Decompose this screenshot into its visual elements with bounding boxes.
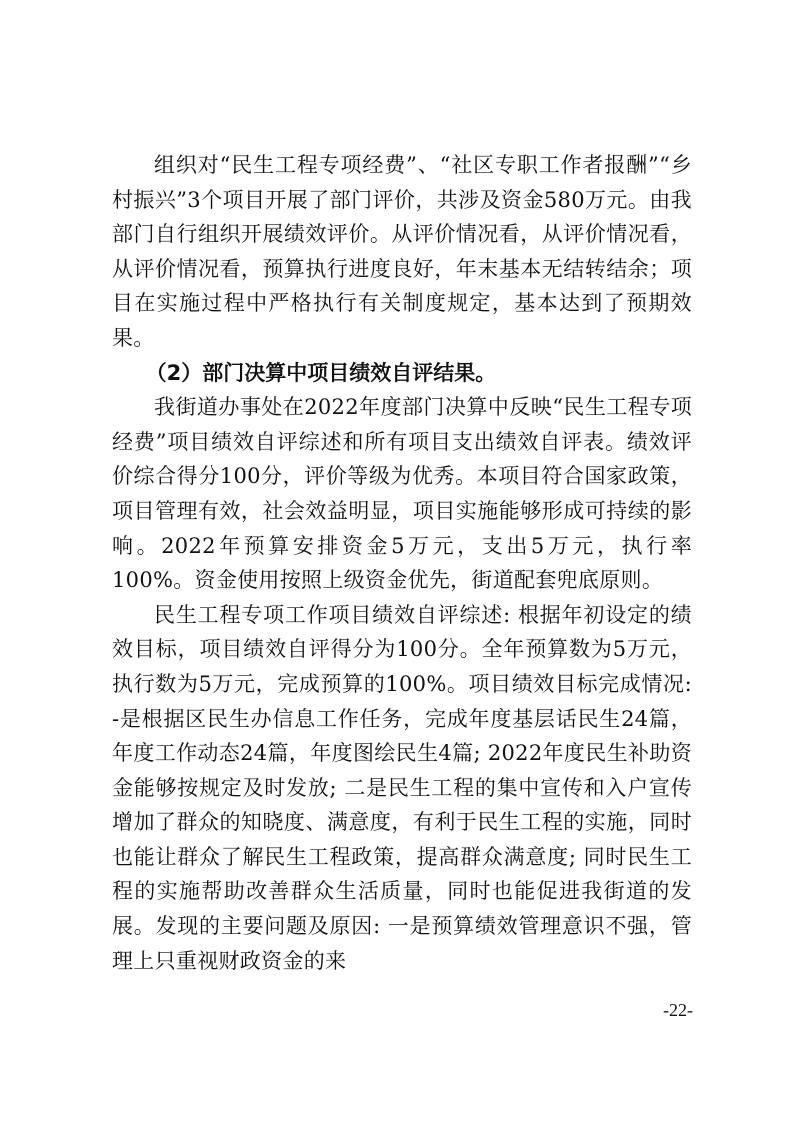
document-body: [112, 148, 692, 978]
paragraph-evaluation-summary: 组织对“民生工程专项经费”、“社区专职工作者报酬”“乡村振兴”3个项目开展了部门评价，共涉及资金580万元。由我部门自行组织开展绩效评价。从评价情况看，从评价情况看，从评价情况看，预算执行进度良好，年末基本无结转结余；项目在实施过程中严格执行有关制度规定，基本达到了预期效果。: [112, 153, 692, 350]
section-heading-self-evaluation: （2）部门决算中项目绩效自评结果。: [145, 360, 497, 385]
paragraph-livelihood-project-review: 民生工程专项工作项目绩效自评综述: 根据年初设定的绩效目标，项目绩效自评得分为100分。全年预算数为5万元，执行数为5万元，完成预算的100%。项目绩效目标完成情况: -是根据区民生办信息工作任务，完成年度基层话民生24篇，年度工作动态24篇，年度图绘民生4篇; 2022年度民生补助资金能够按规定及时发放; 二是民生工程的集中宣传和入户宣传增加了群众的知晓度、满意度，有利于民生工程的实施，同时也能让群众了解民生工程政策，提高群众满意度; 同时民生工程的实施帮助改善群众生活质量，同时也能促进我街道的发展。发现的主要问题及原因: 一是预算绩效管理意识不强，管理上只重视财政资金的来: [112, 602, 692, 973]
paragraph-final-accounts: 我街道办事处在2022年度部门决算中反映“民生工程专项经费”项目绩效自评综述和所有项目支出绩效自评表。绩效评价综合得分100分，评价等级为优秀。本项目符合国家政策，项目管理有效，社会效益明显，项目实施能够形成可持续的影响。2022年预算安排资金5万元，支出5万元，执行率100%。资金使用按照上级资金优先，街道配套兜底原则。: [112, 395, 692, 593]
page-number: -22-: [663, 1000, 693, 1020]
